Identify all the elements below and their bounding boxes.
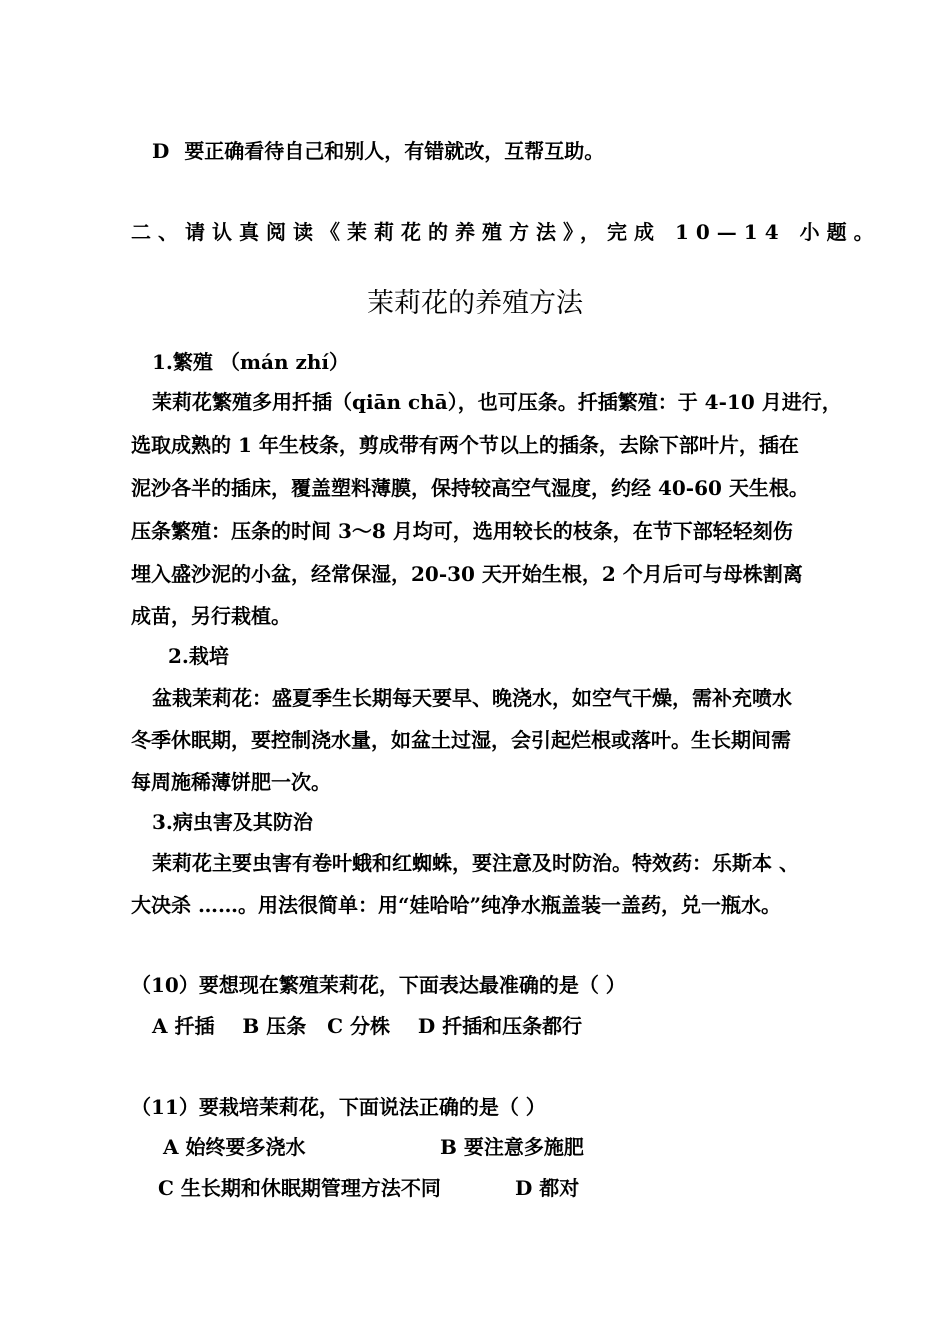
- section-3-line-1: 茉莉花主要虫害有卷叶蛾和红蜘蛛，要注意及时防治。特效药：乐斯本 、: [152, 851, 799, 875]
- section-3-heading: 3.病虫害及其防治: [152, 810, 313, 834]
- section-1-line-5: 埋入盛沙泥的小盆，经常保湿，20-30 天开始生根，2 个月后可与母株割离: [131, 562, 803, 586]
- question-10-stem: （10）要想现在繁殖茉莉花，下面表达最准确的是（ ）: [131, 973, 626, 997]
- question-11-option-d: D 都对: [515, 1176, 580, 1200]
- question-11-option-c: C 生长期和休眠期管理方法不同: [158, 1176, 441, 1200]
- section-2-line-2: 冬季休眠期，要控制浇水量，如盆土过湿，会引起烂根或落叶。生长期间需: [131, 728, 791, 752]
- section-heading: 二、请认真阅读《茉莉花的养殖方法》，完成 10—14 小题。: [131, 220, 881, 244]
- section-3-line-2: 大决杀 ……。用法很简单：用“娃哈哈”纯净水瓶盖装一盖药，兑一瓶水。: [131, 893, 781, 917]
- section-2-line-1: 盆栽茉莉花：盛夏季生长期每天要早、晚浇水，如空气干燥，需补充喷水: [152, 686, 792, 710]
- section-1-line-6: 成苗，另行栽植。: [131, 604, 291, 628]
- section-1-line-2: 选取成熟的 1 年生枝条，剪成带有两个节以上的插条，去除下部叶片，插在: [131, 433, 799, 457]
- question-11-option-a: A 始终要多浇水: [163, 1135, 306, 1159]
- section-2-line-3: 每周施稀薄饼肥一次。: [131, 770, 331, 794]
- option-text: 要正确看待自己和别人，有错就改，互帮互助。: [184, 139, 605, 163]
- section-1-line-1: 茉莉花繁殖多用扦插（qiān chā），也可压条。扦插繁殖：于 4-10 月进行，: [152, 390, 842, 414]
- section-2-heading: 2.栽培: [168, 644, 229, 668]
- question-10-options: A 扦插 B 压条 C 分株 D 扦插和压条都行: [152, 1014, 583, 1038]
- option-letter: D: [152, 139, 170, 163]
- question-11-stem: （11）要栽培茉莉花，下面说法正确的是（ ）: [131, 1095, 546, 1119]
- section-1-line-4: 压条繁殖：压条的时间 3～8 月均可，选用较长的枝条，在节下部轻轻刻伤: [131, 519, 793, 543]
- question-11-option-b: B 要注意多施肥: [440, 1135, 584, 1159]
- section-1-heading: 1.繁殖 （mán zhí）: [152, 350, 349, 374]
- section-1-line-3: 泥沙各半的插床，覆盖塑料薄膜，保持较高空气湿度，约经 40-60 天生根。: [131, 476, 809, 500]
- prev-option-d: [152, 139, 604, 163]
- article-title: 茉莉花的养殖方法: [367, 288, 583, 319]
